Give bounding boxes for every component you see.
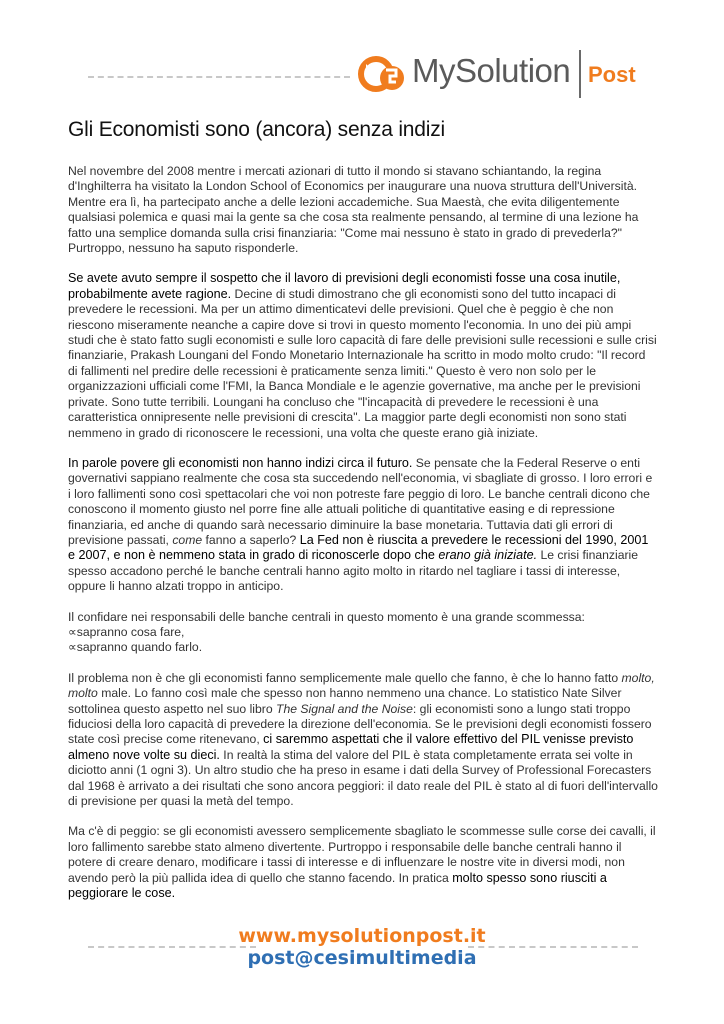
paragraph-5-text-d: In realtà la stima del valore del PIL è stata completamente errata sei volte in diciotto anni (1 ogni 3). Un altro studio che ha preso in esame i dati della Survey of Professional Forecasters dal 1968 è arrivato a dei risultati che sono ancora peggiori: il dato reale del PIL è stato al di fuori dell'intervallo di previsione per quasi la metà del tempo. — [68, 747, 658, 809]
page-header — [0, 40, 724, 110]
mysolution-logo-icon — [356, 48, 408, 100]
paragraph-3-text-a: Se pensate che la Federal Reserve o enti governativi sappiano realmente che cosa sta succedendo nell'economia, vi sbagliate di grosso. I loro errori e i loro fallimenti sono così spettacolari che voi non potreste fare peggio di loro. Le banche centrali dicono che conoscono il momento giusto nel porre fine alle attuali politiche di quantitative easing e di repressione finanziaria, ed anche di quando sarà necessario diminuire la base monetaria. Tuttavia dati gli errori di previsione passati, — [68, 455, 653, 547]
paragraph-3 — [68, 456, 658, 595]
email-link[interactable]: post@cesimultimedia — [247, 947, 477, 969]
header-dashed-rule — [88, 76, 350, 78]
article-title: Gli Economisti sono (ancora) senza indizi — [68, 118, 445, 141]
website-link[interactable]: www.mysolutionpost.it — [238, 925, 486, 947]
paragraph-5 — [68, 671, 658, 810]
paragraph-2 — [68, 271, 658, 440]
paragraph-3-italic-come: come — [172, 532, 203, 547]
list-item-text: sapranno quando farlo. — [76, 640, 203, 655]
list-item — [68, 640, 658, 655]
paragraph-1 — [68, 164, 658, 256]
paragraph-2-highlight: Se avete avuto sempre il sospetto che il lavoro di previsioni degli economisti fosse una cosa inutile, probabilmente avete ragione. — [68, 271, 621, 301]
paragraph-5-italic: molto, molto — [68, 670, 655, 701]
paragraph-3-highlight-2: La Fed non è riuscita a prevedere le recessioni del 1990, 2001 e 2007, e non è nemmeno stata in grado di riconoscerle dopo che — [68, 532, 649, 563]
paragraph-6 — [68, 824, 658, 901]
paragraph-5-text-b: male. Lo fanno così male che spesso non hanno nemmeno una chance. Lo statistico Nate Silver sottolinea questo aspetto nel suo libro — [68, 686, 622, 716]
book-title: The Signal and the Noise — [276, 701, 413, 716]
list-item — [68, 625, 658, 640]
paragraph-3-highlight-italic: erano già iniziate. — [438, 548, 538, 563]
list-bullet-icon: ∝ — [68, 624, 77, 639]
paragraph-3-text-c: Le crisi finanziarie spesso accadono perché le banche centrali hanno agito molto in ritardo nel tagliare i tassi di interesse, oppure li hanno alzati troppo in anticipo. — [68, 548, 639, 594]
paragraph-5-text-c: : gli economisti sono a lungo stati troppo fiduciosi della loro capacità di prevedere la direzione dell'economia. Se le previsioni degli economisti fossero state così precise come ritenevano, — [68, 701, 652, 747]
paragraph-4 — [68, 610, 658, 656]
paragraph-6-highlight: molto spesso sono riusciti a peggiorare le cose. — [68, 870, 607, 901]
paragraph-2-text: Decine di studi dimostrano che gli economisti sono del tutto incapaci di prevedere le recessioni. Ma per un attimo dimenticatevi delle previsioni. Quel che è peggio è che non riescono miseramente neanche a capire dove si trovi in questo momento l'economia. In uno dei più ampi studi che è stato fatto sugli economisti e sulle loro capacità di fare delle previsioni sulle recessioni e sulle crisi finanziarie, Prakash Loungani del Fondo Monetario Internazionale ha scritto in modo molto crudo: "Il record di fallimenti nel predire delle recessioni è praticamente senza limiti." Questo è vero non solo per le organizzazioni ufficiali come l'FMI, la Banca Mondiale e le agenzie governative, ma anche per le previsioni private. Sono tutte terribili. Loungani ha concluso che "l'incapacità di prevedere le recessioni è una caratteristica onnipresente nelle previsioni di crescita". La maggior parte degli economisti non sono stati nemmeno in grado di riconoscere le recessioni, una volta che queste erano già iniziate. — [68, 286, 657, 440]
paragraph-6-text: Ma c'è di peggio: se gli economisti avessero semplicemente sbagliato le scommesse sulle corse dei cavalli, il loro fallimento sarebbe stato almeno divertente. Purtroppo i responsabile delle banche centrali hanno il potere di creare denaro, modificare i tassi di interesse e di influenzare le nostre vite in diversi modi, non avendo però la più pallida idea di quello che stanno facendo. In pratica — [68, 824, 656, 885]
paragraph-3-text-b: fanno a saperlo? — [202, 532, 300, 547]
article-body — [68, 118, 658, 916]
paragraph-5-highlight: ci saremmo aspettati che il valore effettivo del PIL venisse previsto almeno nove volte su dieci. — [68, 732, 634, 762]
paragraph-3-highlight: In parole povere gli economisti non hanno indizi circa il futuro. — [68, 455, 413, 470]
list-item-text: sapranno cosa fare, — [76, 624, 185, 639]
list-bullet-icon: ∝ — [68, 640, 77, 655]
paragraph-5-text-a: Il problema non è che gli economisti fanno semplicemente male quello che fanno, è che lo hanno fatto — [68, 670, 622, 685]
logo-separator — [579, 50, 581, 98]
paragraph-1-text: Nel novembre del 2008 mentre i mercati azionari di tutto il mondo si stavano schiantando, la regina d'Inghilterra ha visitato la London School of Economics per inaugurare una nuova struttura dell'Università. Mentre era lì, ha partecipato anche a delle lezioni accademiche. Sua Maestà, che evita diligentemente qualsiasi polemica e quasi mai la gente sa che cosa sta realmente pensando, al termine di una lezione ha fatto una semplice domanda sulla crisi finanziaria: "Come mai nessuno è stato in grado di prevederla?" Purtroppo, nessuno ha saputo risponderle. — [68, 164, 639, 256]
logo-wordmark: MySolution — [412, 52, 571, 89]
logo-post-label: Post — [588, 62, 636, 87]
paragraph-4-intro: Il confidare nei responsabili delle banche centrali in questo momento è una grande scommessa: — [68, 609, 585, 624]
